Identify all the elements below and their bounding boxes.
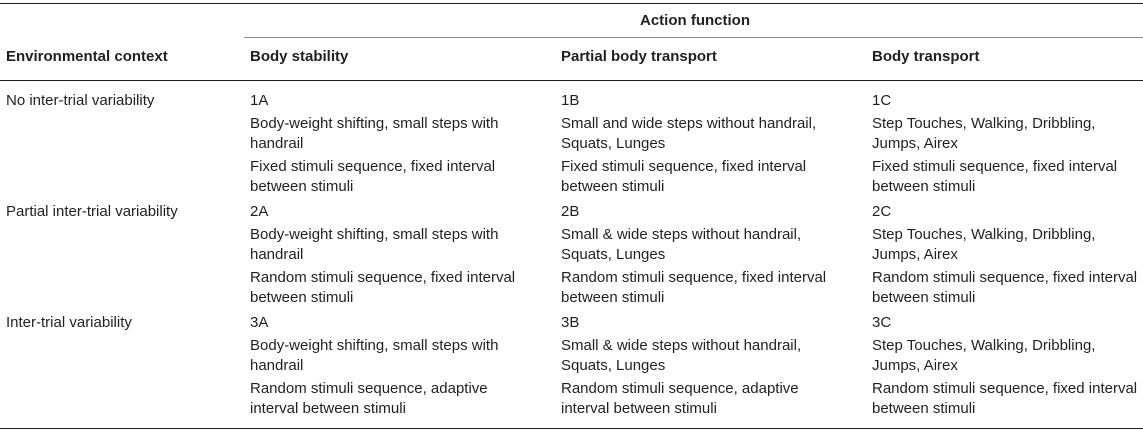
- cell-stimuli: Random stimuli sequence, adaptive: [250, 380, 488, 397]
- cell-code: 1C: [872, 92, 892, 109]
- col-header-body-transport: Body transport: [872, 48, 980, 65]
- cell-code: 3A: [250, 314, 269, 331]
- cell-exercise: Small & wide steps without handrail,: [561, 226, 802, 243]
- cell-stimuli: Random stimuli sequence, fixed interval: [250, 269, 516, 286]
- cell-exercise-cont: handrail: [250, 357, 304, 374]
- cell-exercise-cont: Squats, Lunges: [561, 246, 666, 263]
- cell-stimuli: Fixed stimuli sequence, fixed interval: [872, 158, 1118, 175]
- cell-exercise: Step Touches, Walking, Dribbling,: [872, 337, 1096, 354]
- cell-code: 3B: [561, 314, 580, 331]
- cell-stimuli-cont: between stimuli: [250, 178, 354, 195]
- cell-exercise-cont: Jumps, Airex: [872, 135, 958, 152]
- cell-exercise: Body-weight shifting, small steps with: [250, 337, 499, 354]
- cell-exercise-cont: Squats, Lunges: [561, 357, 666, 374]
- cell-stimuli-cont: between stimuli: [872, 289, 976, 306]
- cell-stimuli-cont: between stimuli: [561, 289, 665, 306]
- cell-code: 2C: [872, 203, 892, 220]
- cell-stimuli-cont: between stimuli: [561, 178, 665, 195]
- row-context: Inter-trial variability: [6, 314, 132, 331]
- cell-stimuli-cont: between stimuli: [872, 178, 976, 195]
- row-context: No inter-trial variability: [6, 92, 155, 109]
- group-header-action-function: Action function: [640, 12, 750, 29]
- cell-code: 1B: [561, 92, 580, 109]
- cell-stimuli-cont: between stimuli: [872, 400, 976, 417]
- cell-exercise-cont: Jumps, Airex: [872, 357, 958, 374]
- cell-stimuli-cont: interval between stimuli: [250, 400, 406, 417]
- group-header-rule: [244, 37, 1143, 38]
- cell-exercise-cont: Jumps, Airex: [872, 246, 958, 263]
- table-bottom-rule: [0, 428, 1143, 429]
- cell-exercise: Step Touches, Walking, Dribbling,: [872, 115, 1096, 132]
- cell-code: 3C: [872, 314, 892, 331]
- cell-stimuli: Random stimuli sequence, fixed interval: [872, 269, 1138, 286]
- header-bottom-rule: [0, 80, 1143, 81]
- cell-stimuli-cont: interval between stimuli: [561, 400, 717, 417]
- cell-exercise: Body-weight shifting, small steps with: [250, 226, 499, 243]
- cell-exercise: Small and wide steps without handrail,: [561, 115, 817, 132]
- cell-stimuli: Fixed stimuli sequence, fixed interval: [561, 158, 807, 175]
- cell-stimuli: Fixed stimuli sequence, fixed interval: [250, 158, 496, 175]
- cell-exercise-cont: handrail: [250, 135, 304, 152]
- cell-exercise: Step Touches, Walking, Dribbling,: [872, 226, 1096, 243]
- col-header-partial-body-transport: Partial body transport: [561, 48, 717, 65]
- table-top-rule: [0, 3, 1143, 4]
- cell-stimuli: Random stimuli sequence, adaptive: [561, 380, 799, 397]
- cell-stimuli: Random stimuli sequence, fixed interval: [872, 380, 1138, 397]
- cell-exercise-cont: handrail: [250, 246, 304, 263]
- col-header-body-stability: Body stability: [250, 48, 349, 65]
- cell-exercise-cont: Squats, Lunges: [561, 135, 666, 152]
- cell-stimuli: Random stimuli sequence, fixed interval: [561, 269, 827, 286]
- cell-stimuli-cont: between stimuli: [250, 289, 354, 306]
- row-context: Partial inter-trial variability: [6, 203, 178, 220]
- cell-exercise: Body-weight shifting, small steps with: [250, 115, 499, 132]
- cell-code: 2B: [561, 203, 580, 220]
- col-header-environmental-context: Environmental context: [6, 48, 168, 65]
- cell-code: 2A: [250, 203, 269, 220]
- cell-exercise: Small & wide steps without handrail,: [561, 337, 802, 354]
- cell-code: 1A: [250, 92, 269, 109]
